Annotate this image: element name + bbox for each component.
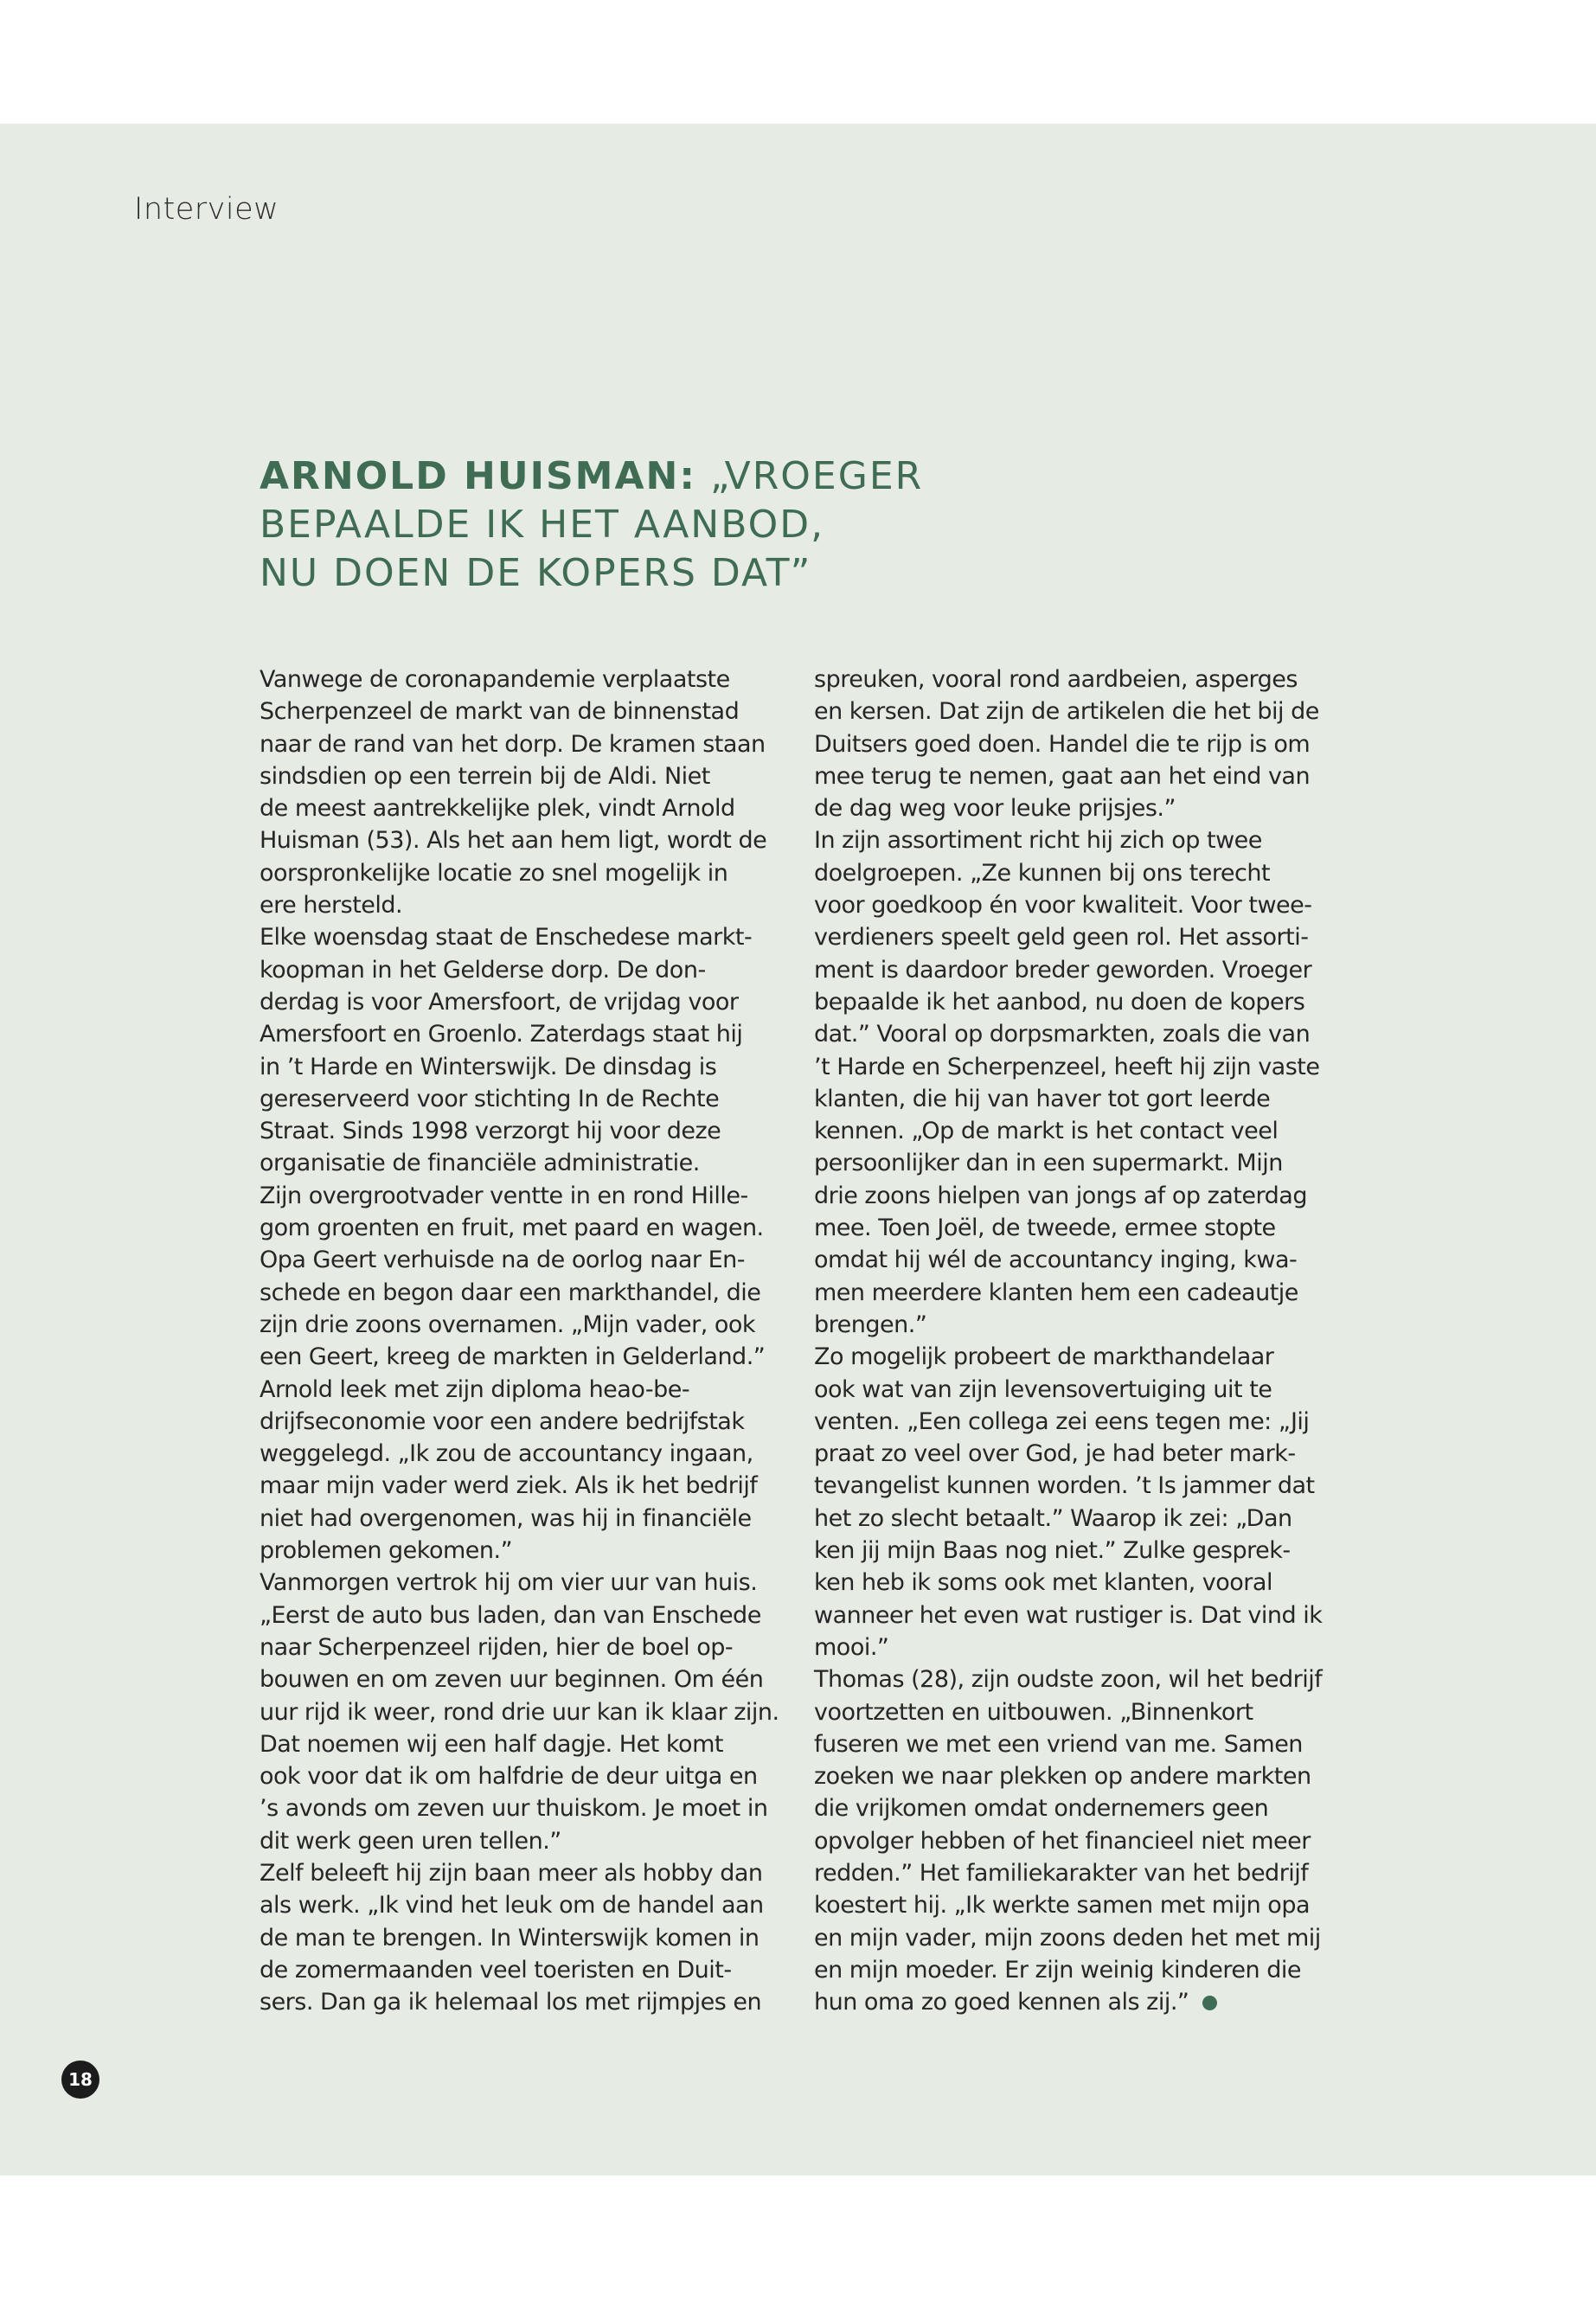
text-line: schede en begon daar een markthandel, die: [260, 1279, 761, 1306]
text-line: hun oma zo goed kennen als zij.”: [814, 1989, 1189, 2016]
headline-line-3: NU DOEN DE KOPERS DAT”: [260, 551, 812, 595]
text-line: sindsdien op een terrein bij de Aldi. Niet: [260, 762, 710, 790]
text-line: koestert hij. „Ik werkte samen met mijn opa: [814, 1892, 1311, 1920]
text-line: Vanmorgen vertrok hij om vier uur van huis.: [260, 1569, 758, 1597]
text-line: verdieners speelt geld geen rol. Het assorti-: [814, 924, 1309, 952]
text-line: bepaalde ik het aanbod, nu doen de kopers: [814, 988, 1305, 1016]
text-line: ken heb ik soms ook met klanten, vooral: [814, 1569, 1272, 1597]
text-line: sers. Dan ga ik helemaal los met rijmpjes en: [260, 1989, 762, 2016]
text-line: Vanwege de coronapandemie verplaatste: [260, 666, 730, 693]
text-line: mee. Toen Joël, de tweede, ermee stopte: [814, 1215, 1276, 1242]
text-line: In zijn assortiment richt hij zich op twee: [814, 827, 1262, 855]
text-line: voor goedkoop én voor kwaliteit. Voor twee-: [814, 892, 1312, 920]
text-line: wanneer het even wat rustiger is. Dat vind ik: [814, 1601, 1323, 1629]
text-line: bouwen en om zeven uur beginnen. Om één: [260, 1666, 764, 1694]
text-line: spreuken, vooral rond aardbeien, asperges: [814, 666, 1298, 693]
text-line: persoonlijker dan in een supermarkt. Mijn: [814, 1150, 1283, 1177]
text-line: omdat hij wél de accountancy inging, kwa-: [814, 1247, 1298, 1274]
text-line: mee terug te nemen, gaat aan het eind van: [814, 762, 1311, 790]
text-line: drijfseconomie voor een andere bedrijfstak: [260, 1407, 745, 1435]
headline-quote-start: „VROEGER: [695, 454, 924, 498]
text-line: het zo slecht betaalt.” Waarop ik zei: „Dan: [814, 1504, 1292, 1532]
text-line: weggelegd. „Ik zou de accountancy ingaan,: [260, 1440, 753, 1468]
text-line: niet had overgenomen, was hij in financiële: [260, 1504, 752, 1532]
text-line: voortzetten en uitbouwen. „Binnenkort: [814, 1698, 1253, 1726]
text-line: naar Scherpenzeel rijden, hier de boel op-: [260, 1633, 734, 1661]
headline-name: ARNOLD HUISMAN:: [260, 454, 696, 498]
text-line: ook wat van zijn levensovertuiging uit te: [814, 1375, 1272, 1403]
text-line: brengen.”: [814, 1311, 927, 1338]
text-line: mooi.”: [814, 1633, 889, 1661]
text-line: de meest aantrekkelijke plek, vindt Arnold: [260, 795, 735, 823]
text-line: praat zo veel over God, je had beter mark-: [814, 1440, 1296, 1468]
text-line: organisatie de financiële administratie.: [260, 1150, 700, 1177]
page-panel: [0, 124, 1596, 2176]
text-line: men meerdere klanten hem een cadeautje: [814, 1279, 1298, 1306]
text-line: drie zoons hielpen van jongs af op zaterdag: [814, 1182, 1307, 1209]
closing-line: [814, 1986, 1322, 2018]
text-line: opvolger hebben of het financieel niet meer: [814, 1827, 1311, 1855]
text-line: Elke woensdag staat de Enschedese markt-: [260, 924, 753, 952]
text-line: ment is daardoor breder geworden. Vroeger: [814, 956, 1312, 984]
text-line: „Eerst de auto bus laden, dan van Enschede: [260, 1601, 761, 1629]
text-line: uur rijd ik weer, rond drie uur kan ik klaar zijn.: [260, 1698, 779, 1726]
text-line: Arnold leek met zijn diploma heao-be-: [260, 1375, 690, 1403]
section-label: Interview: [134, 192, 279, 227]
text-line: ere hersteld.: [260, 892, 403, 920]
text-line: dat.” Vooral op dorpsmarkten, zoals die van: [814, 1021, 1311, 1048]
text-line: een Geert, kreeg de markten in Gelderland.”: [260, 1343, 766, 1371]
end-of-article-dot-icon: [1202, 1996, 1217, 2010]
text-line: Zelf beleeft hij zijn baan meer als hobby dan: [260, 1859, 763, 1887]
text-line: naar de rand van het dorp. De kramen staan: [260, 730, 766, 758]
text-line: in ’t Harde en Winterswijk. De dinsdag is: [260, 1053, 717, 1080]
text-line: de man te brengen. In Winterswijk komen in: [260, 1924, 760, 1952]
text-line: gom groenten en fruit, met paard en wagen.: [260, 1215, 764, 1242]
text-line: Straat. Sinds 1998 verzorgt hij voor deze: [260, 1118, 721, 1145]
text-line: Duitsers goed doen. Handel die te rijp is om: [814, 730, 1311, 758]
text-line: ’t Harde en Scherpenzeel, heeft hij zijn vaste: [814, 1053, 1320, 1080]
text-line: Opa Geert verhuisde na de oorlog naar En-: [260, 1247, 746, 1274]
text-line: venten. „Een collega zei eens tegen me: „Jij: [814, 1407, 1310, 1435]
text-line: klanten, die hij van haver tot gort leerde: [814, 1085, 1271, 1112]
text-line: Amersfoort en Groenlo. Zaterdags staat hij: [260, 1021, 743, 1048]
text-line: Huisman (53). Als het aan hem ligt, wordt de: [260, 827, 767, 855]
text-line: Zijn overgrootvader ventte in en rond Hille-: [260, 1182, 748, 1209]
text-line: ’s avonds om zeven uur thuiskom. Je moet in: [260, 1795, 768, 1823]
text-line: kennen. „Op de markt is het contact veel: [814, 1118, 1279, 1145]
text-line: derdag is voor Amersfoort, de vrijdag voor: [260, 988, 739, 1016]
text-line: zijn drie zoons overnamen. „Mijn vader, ook: [260, 1311, 756, 1338]
page-number-badge: 18: [61, 2061, 99, 2099]
text-line: oorspronkelijke locatie zo snel mogelijk in: [260, 859, 728, 887]
text-line: fuseren we met een vriend van me. Samen: [814, 1730, 1303, 1758]
text-line: en mijn moeder. Er zijn weinig kinderen die: [814, 1956, 1301, 1984]
text-line: Zo mogelijk probeert de markthandelaar: [814, 1343, 1274, 1371]
text-line: dit werk geen uren tellen.”: [260, 1827, 561, 1855]
text-line: als werk. „Ik vind het leuk om de handel aan: [260, 1892, 764, 1920]
text-line: doelgroepen. „Ze kunnen bij ons terecht: [814, 859, 1271, 887]
text-line: problemen gekomen.”: [260, 1537, 513, 1565]
text-line: ook voor dat ik om halfdrie de deur uitga en: [260, 1763, 758, 1791]
article-column-right: [814, 663, 1322, 2018]
text-line: de zomermaanden veel toeristen en Duit-: [260, 1956, 732, 1984]
text-line: Scherpenzeel de markt van de binnenstad: [260, 698, 740, 726]
text-line: redden.” Het familiekarakter van het bedrijf: [814, 1859, 1309, 1887]
text-line: zoeken we naar plekken op andere markten: [814, 1763, 1311, 1791]
text-line: en mijn vader, mijn zoons deden het met mij: [814, 1924, 1321, 1952]
headline-line-1: [260, 452, 1384, 501]
text-line: de dag weg voor leuke prijsjes.”: [814, 795, 1176, 823]
text-line: Thomas (28), zijn oudste zoon, wil het bedrijf: [814, 1666, 1323, 1694]
text-line: ken jij mijn Baas nog niet.” Zulke gesprek-: [814, 1537, 1291, 1565]
text-line: tevangelist kunnen worden. ’t Is jammer dat: [814, 1472, 1315, 1500]
text-line: koopman in het Gelderse dorp. De don-: [260, 956, 706, 984]
text-line: die vrijkomen omdat ondernemers geen: [814, 1795, 1269, 1823]
text-line: maar mijn vader werd ziek. Als ik het bedrijf: [260, 1472, 758, 1500]
article-headline: [260, 452, 1384, 598]
article-column-left: [260, 663, 779, 2018]
text-line: gereserveerd voor stichting In de Rechte: [260, 1085, 720, 1112]
text-line: Dat noemen wij een half dagje. Het komt: [260, 1730, 723, 1758]
text-line: en kersen. Dat zijn de artikelen die het bij de: [814, 698, 1319, 726]
headline-line-2: BEPAALDE IK HET AANBOD,: [260, 503, 825, 547]
